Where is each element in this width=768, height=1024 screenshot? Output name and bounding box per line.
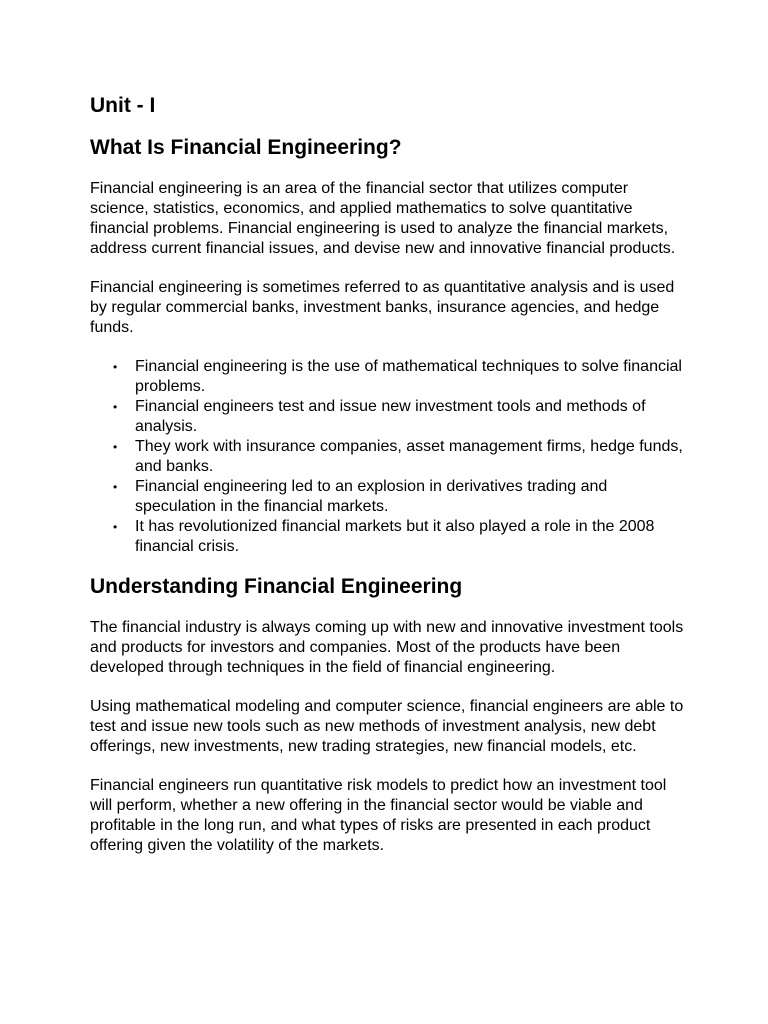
- document-page: [90, 92, 684, 856]
- paragraph: Financial engineering is sometimes referred to as quantitative analysis and is used by regular commercial banks, investment banks, insurance agencies, and hedge funds.: [90, 279, 675, 336]
- list-item: [90, 437, 684, 477]
- bullet-icon: •: [113, 480, 118, 494]
- list-item: [90, 357, 684, 397]
- bullet-icon: •: [113, 520, 118, 534]
- list-item-text: It has revolutionized financial markets but it also played a role in the 2008 financial crisis.: [135, 518, 655, 555]
- paragraph: Financial engineering is an area of the financial sector that utilizes computer science, statistics, economics, and applied mathematics to solve quantitative financial problems. Financial engineering is used to analyze the financial markets, address current financial issues, and devise new and innovative financial products.: [90, 180, 676, 257]
- unit-heading: Unit - I: [90, 94, 156, 117]
- bullet-icon: •: [113, 360, 118, 374]
- paragraph: Financial engineers run quantitative risk models to predict how an investment tool will perform, whether a new offering in the financial sector would be viable and profitable in the long run, and what types of risks are presented in each product offering given the volatility of the markets.: [90, 777, 667, 854]
- list-item: [90, 517, 684, 557]
- list-item: [90, 477, 684, 517]
- paragraph: The financial industry is always coming up with new and innovative investment tools and products for investors and companies. Most of the products have been developed through techniques in the field of financial engineering.: [90, 619, 684, 676]
- list-item-text: Financial engineering led to an explosion in derivatives trading and speculation in the financial markets.: [135, 478, 608, 515]
- bullet-icon: •: [113, 400, 118, 414]
- section-heading-understanding: Understanding Financial Engineering: [90, 575, 463, 598]
- bullet-list: [90, 357, 684, 557]
- section-heading-what-is: What Is Financial Engineering?: [90, 136, 402, 159]
- list-item-text: They work with insurance companies, asset management firms, hedge funds, and banks.: [135, 438, 683, 475]
- list-item: [90, 397, 684, 437]
- list-item-text: Financial engineers test and issue new investment tools and methods of analysis.: [135, 398, 646, 435]
- bullet-icon: •: [113, 440, 118, 454]
- paragraph: Using mathematical modeling and computer science, financial engineers are able to test and issue new tools such as new methods of investment analysis, new debt offerings, new investments, new trading strategies, new financial models, etc.: [90, 698, 684, 755]
- list-item-text: Financial engineering is the use of mathematical techniques to solve financial problems.: [135, 358, 682, 395]
